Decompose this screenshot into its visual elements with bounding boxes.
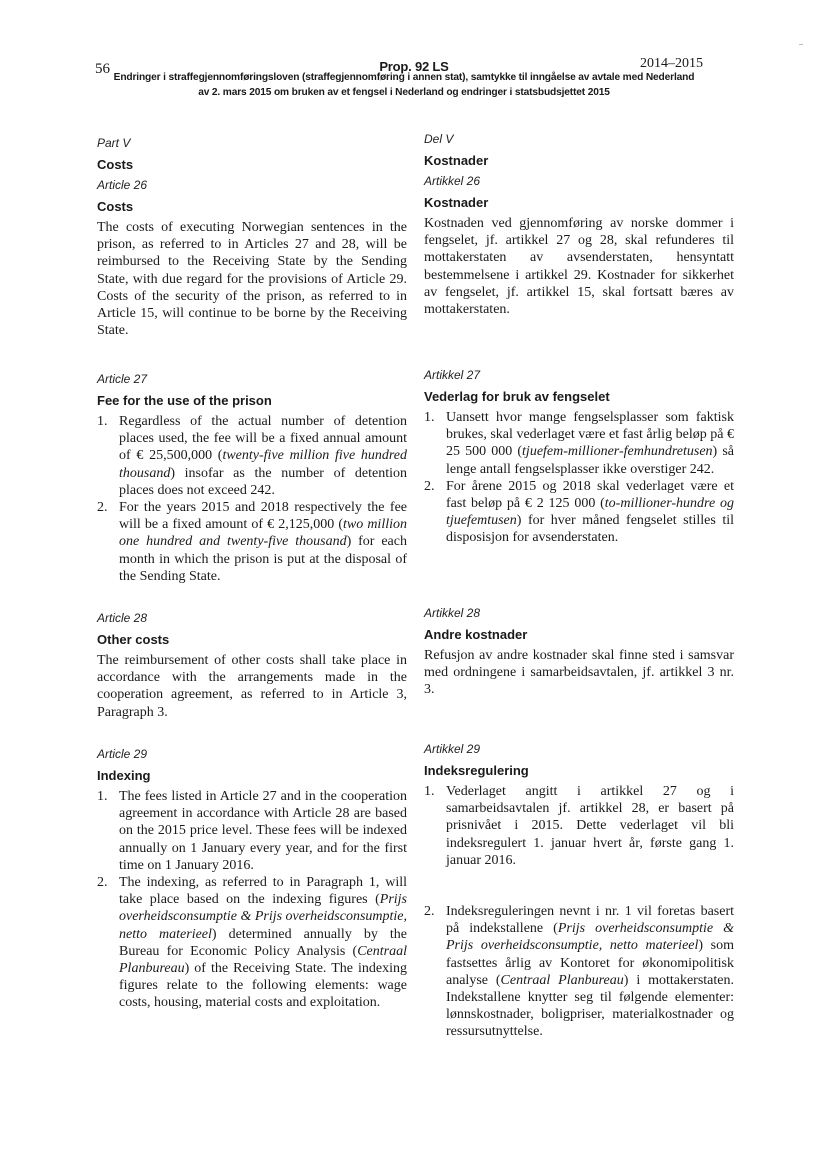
article-label: Artikkel 27 xyxy=(424,368,481,382)
item-text: ) i mottakerstaten. Indekstallene knytter seg til følgende elementer: lønnskostnader, boligpriser, materialkostnader og ressursutnyttelse. xyxy=(446,972,734,1040)
item-text: ) insofar as the number of detention places does not exceed 242. xyxy=(119,465,407,498)
norwegian-article-27 xyxy=(424,367,734,547)
english-article-28 xyxy=(97,610,407,721)
article-text: Kostnaden ved gjennomføring av norske dommer i fengselet, jf. artikkel 27 og 28, skal refunderes til mottakerstaten av avsenderstaten, hensyntatt bestemmelsene i artikkel 29. Kostnader for sikkerhet av fengselet, jf. artikkel 15, skal fortsatt bæres av mottakerstaten. xyxy=(424,216,734,318)
item-text: For årene 2015 og 2018 skal vederlaget være et fast beløp på € 2 125 000 ( xyxy=(446,478,734,512)
item-italic-text: Centraal Planbureau xyxy=(500,972,624,988)
list-item xyxy=(424,903,734,1041)
part-label: Part V xyxy=(97,136,131,150)
item-number: 2. xyxy=(97,875,108,891)
document-subtitle-line2: av 2. mars 2015 om bruken av et fengsel i Nederland og endringer i statsbudsjettet 2015 xyxy=(198,87,610,98)
item-italic-text: two million one hundred and twenty-five thousand xyxy=(119,517,407,550)
item-text: ) som fastsettes årlig av Kontoret for økonomipolitisk analyse ( xyxy=(446,938,735,988)
item-number: 1. xyxy=(424,410,435,425)
item-text: ) determined annually by the Bureau for Economic Policy Analysis ( xyxy=(119,926,407,959)
document-subtitle-line1: Endringer i straffegjennomføringsloven (straffegjennomføring i annen stat), samtykke til inngåelse av avtale med Nederland xyxy=(113,72,695,83)
norwegian-article-28 xyxy=(424,605,734,699)
part-title: Kostnader xyxy=(424,153,489,168)
article-title: Fee for the use of the prison xyxy=(97,393,272,408)
english-part-v xyxy=(97,135,407,339)
item-italic-text: tjuefem-millioner-femhundretusen xyxy=(522,444,713,460)
scan-mark xyxy=(799,44,803,45)
article-title: Indexing xyxy=(97,768,151,783)
item-number: 1. xyxy=(424,784,435,799)
article-text: The reimbursement of other costs shall take place in accordance with the arrangements made in the cooperation agreement, as referred to in Article 3, Paragraph 3. xyxy=(97,653,407,720)
list-item xyxy=(97,413,407,499)
part-title: Costs xyxy=(97,157,134,172)
article-list xyxy=(424,783,734,1041)
article-title: Andre kostnader xyxy=(424,627,528,642)
item-italic-text: twenty-five million five hundred thousand xyxy=(119,448,408,481)
item-italic-text: Centraal Planbureau xyxy=(119,943,407,977)
part-label: Del V xyxy=(424,132,454,146)
item-text: ) så lenge antall fengselsplasser ikke overstiger 242. xyxy=(446,444,734,477)
item-text: The indexing, as referred to in Paragraph 1, will take place based on the indexing figures ( xyxy=(119,875,407,908)
english-article-29 xyxy=(97,746,407,1012)
item-number: 2. xyxy=(424,478,435,494)
item-number: 2. xyxy=(97,500,108,516)
article-title: Indeksregulering xyxy=(424,763,529,778)
list-item xyxy=(424,409,734,478)
list-item xyxy=(97,788,407,874)
article-label: Artikkel 28 xyxy=(424,606,481,620)
item-text: For the years 2015 and 2018 respectively the fee will be a fixed amount of € 2,125,000 ( xyxy=(119,500,407,533)
article-list xyxy=(97,788,407,1012)
norwegian-part-v xyxy=(424,131,734,318)
item-text: ) for hver måned fengselet stilles til disposisjon for avsenderstaten. xyxy=(446,513,734,546)
session-years: 2014–2015 xyxy=(640,56,703,71)
article-title: Other costs xyxy=(97,632,170,647)
item-text: Vederlaget angitt i artikkel 27 og i samarbeidsavtalen jf. artikkel 28, er basert på prisnivået i 2015. Dette vederlaget vil bli indeksregulert 1. januar hvert år, første gang 1. januar 2016. xyxy=(446,784,734,868)
list-item xyxy=(424,478,734,547)
item-text: ) for each month in which the prison is put at the disposal of the Sending State. xyxy=(119,534,407,584)
item-text: ) of the Receiving State. The indexing figures relate to the following elements: wage costs, housing, material costs and exploitation. xyxy=(119,961,407,1011)
list-item xyxy=(97,874,407,1012)
item-text: Regardless of the actual number of detention places used, the fee will be a fixed annual amount of € 25,500,000 ( xyxy=(119,414,407,464)
norwegian-article-29 xyxy=(424,741,734,1041)
list-item xyxy=(97,499,407,585)
article-text: Refusjon av andre kostnader skal finne sted i samsvar med ordningene i samarbeidsavtalen, jf. artikkel 3 nr. 3. xyxy=(424,648,734,698)
item-number: 1. xyxy=(97,789,108,804)
article-label: Article 28 xyxy=(97,611,148,625)
item-text: Uansett hvor mange fengselsplasser som faktisk brukes, skal vederlaget være et fast årlig beløp på € 25 500 000 ( xyxy=(446,410,734,460)
item-italic-text: Prijs overheidsconsumptie & Prijs overheidsconsumptie, netto materieel xyxy=(119,892,407,942)
document-id: Prop. 92 LS xyxy=(379,59,449,74)
article-list xyxy=(424,409,734,547)
article-label: Artikkel 26 xyxy=(424,174,481,188)
item-text: The fees listed in Article 27 and in the cooperation agreement in accordance with Article 28 are based on the 2015 price level. These fees will be indexed annually on 1 January every year, and for the first time on 1 January 2016. xyxy=(119,789,407,873)
article-title: Costs xyxy=(97,199,134,214)
article-label: Article 29 xyxy=(97,747,148,761)
article-text: The costs of executing Norwegian sentences in the prison, as referred to in Articles 27 and 28, will be reimbursed to the Receiving State by the Sending State, with due regard for the provisions of Article 29. Costs of the security of the prison, as referred to in Article 15, will continue to be borne by the Receiving State. xyxy=(97,220,407,339)
item-italic-text: to-millioner-hundre og tjuefemtusen xyxy=(446,496,734,529)
article-title: Kostnader xyxy=(424,195,489,210)
item-number: 2. xyxy=(424,904,435,920)
english-article-27 xyxy=(97,371,407,585)
page-number: 56 xyxy=(95,61,110,77)
article-title: Vederlag for bruk av fengselet xyxy=(424,389,610,404)
item-number: 1. xyxy=(97,414,108,429)
item-italic-text: Prijs overheidsconsumptie & Prijs overheidsconsumptie, netto materieel xyxy=(446,921,734,954)
article-label: Article 27 xyxy=(97,372,148,386)
article-list xyxy=(97,413,407,585)
article-label: Artikkel 29 xyxy=(424,742,481,756)
article-label: Article 26 xyxy=(97,178,148,192)
item-text: Indeksreguleringen nevnt i nr. 1 vil foretas basert på indekstallene ( xyxy=(446,904,734,937)
list-item xyxy=(424,783,734,869)
